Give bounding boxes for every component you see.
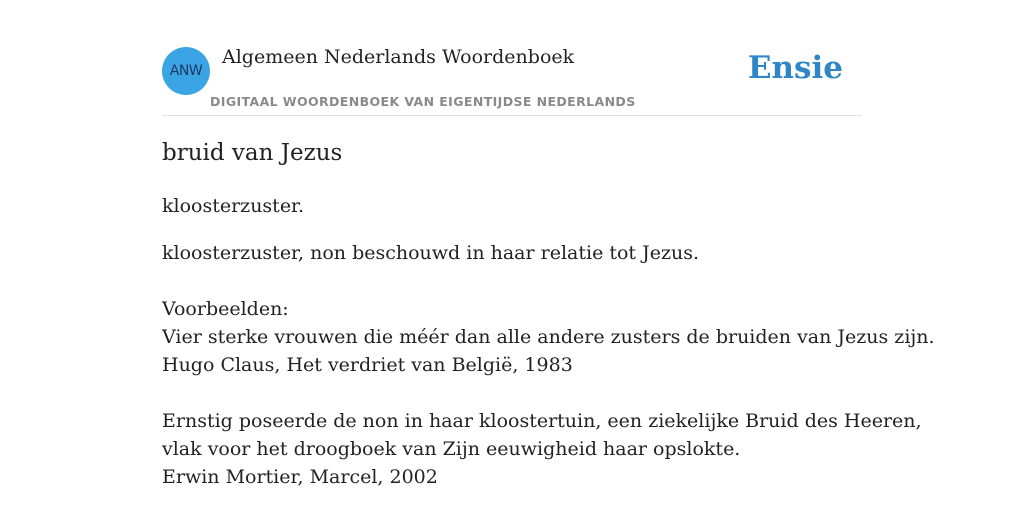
anw-logo[interactable]: ANW: [162, 47, 210, 95]
example-text: vlak voor het droogboek van Zijn eeuwigheid haar opslokte.: [162, 438, 741, 460]
site-subtitle: DIGITAAL WOORDENBOEK VAN EIGENTIJDSE NEDERLANDS: [210, 94, 636, 109]
entry-card: [162, 0, 935, 512]
site-title[interactable]: Algemeen Nederlands Woordenboek: [222, 46, 575, 68]
short-definition: kloosterzuster.: [162, 195, 305, 217]
site-header: [162, 0, 862, 116]
ensie-logo[interactable]: Ensie: [747, 50, 843, 86]
example-source: Erwin Mortier, Marcel, 2002: [162, 466, 438, 488]
page-title: bruid van Jezus: [162, 140, 343, 166]
example-text: Ernstig poseerde de non in haar kloostertuin, een ziekelijke Bruid des Heeren,: [162, 410, 922, 432]
example-text: Vier sterke vrouwen die méér dan alle andere zusters de bruiden van Jezus zijn.: [162, 326, 935, 348]
example-source: Hugo Claus, Het verdriet van België, 1983: [162, 354, 573, 376]
definition: kloosterzuster, non beschouwd in haar relatie tot Jezus.: [162, 242, 700, 264]
examples-label: Voorbeelden:: [162, 298, 289, 320]
